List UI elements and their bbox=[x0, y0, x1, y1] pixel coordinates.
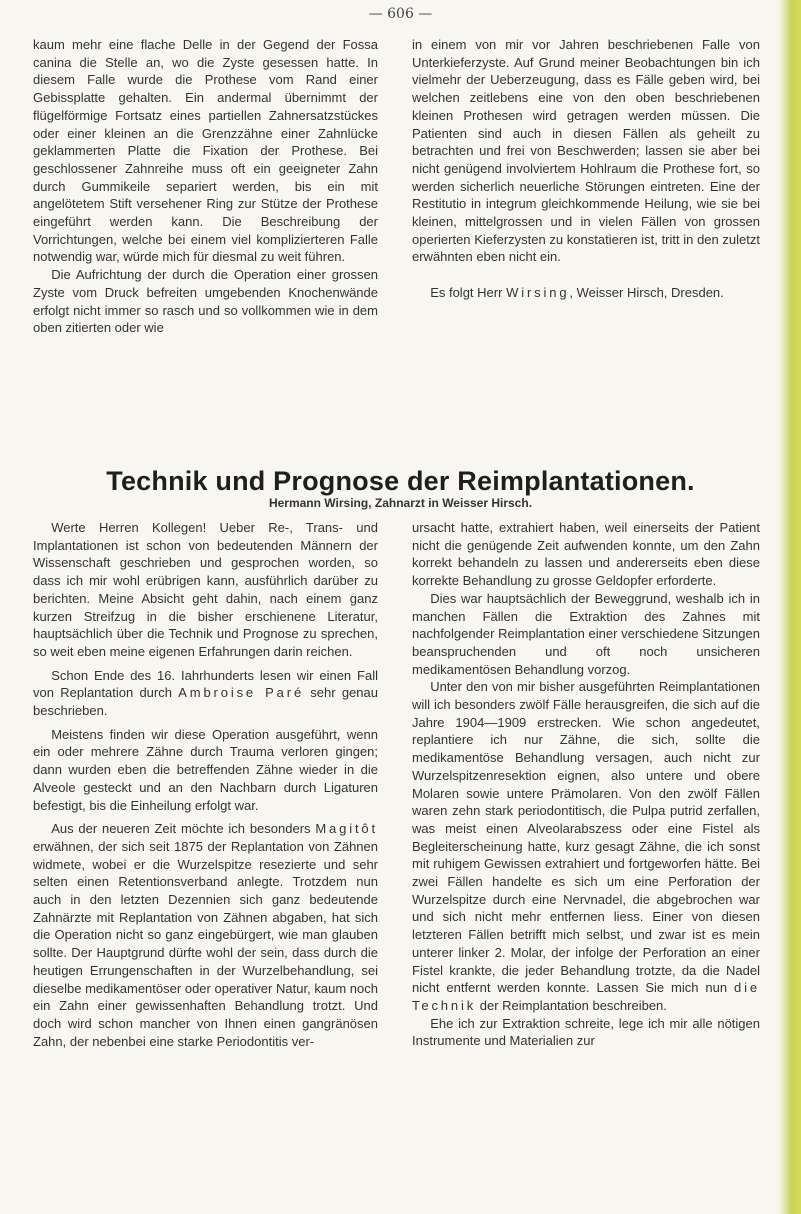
paragraph: Dies war hauptsächlich der Beweggrund, weshalb ich in manchen Fällen die Extraktion des Zahnes mit nachfolgender Reimplantation einer verschiedene Sitzungen beanspruchenden und oft noch unsicheren medikamentösen Behandlung vorzog. bbox=[412, 590, 760, 677]
author-name: Wirsing bbox=[506, 285, 570, 301]
paragraph: Ehe ich zur Extraktion schreite, lege ich mir alle nötigen Instrumente und Materialien zur bbox=[412, 1015, 760, 1049]
paragraph bbox=[412, 284, 760, 302]
bottom-right-column bbox=[412, 519, 760, 1050]
paragraph: Meistens finden wir diese Operation ausgeführt, wenn ein oder mehrere Zähne durch Trauma verloren gingen; dann wurden eben die betreffenden Zähne wieder in die Alveole gesteckt und an den Nachbarn durch Ligaturen befestigt, bis die Einheilung erfolgt war. bbox=[33, 726, 378, 813]
author-byline: Hermann Wirsing, Zahnarzt in Weisser Hirsch. bbox=[268, 496, 533, 510]
top-right-column bbox=[412, 36, 760, 302]
text: sehr genau beschrieben. bbox=[33, 685, 378, 719]
article-title: Technik und Prognose der Reimplantationen. bbox=[106, 466, 695, 496]
emphasis: die Technik bbox=[412, 980, 760, 1013]
author-name: Magitôt bbox=[315, 821, 378, 837]
paragraph bbox=[33, 667, 378, 720]
author-name: Ambroise Paré bbox=[178, 685, 305, 701]
top-left-column bbox=[33, 36, 378, 337]
page-number: — 606 — bbox=[368, 6, 433, 22]
paragraph: Werte Herren Kollegen! Ueber Re-, Trans- und Implantationen ist schon von bedeutenden Männern der Wissenschaft geschrieben und gesprochen worden, so dass ich mir wohl erübrigen kann, ausführlich darüber zu berichten. Meine Absicht geht dahin, nach einem ganz kurzen Streifzug in die bisher erschienene Literatur, hauptsächlich über die Technik und Prognose zu sprechen, so weit eben meine eigenen Erfahrungen darin reichen. bbox=[33, 520, 378, 659]
bottom-left-column bbox=[33, 519, 378, 1050]
text: , Weisser Hirsch, Dresden. bbox=[569, 285, 724, 301]
paragraph: ursacht hatte, extrahiert haben, weil einerseits der Patient nicht die genügende Zeit aufwenden konnte, um den Zahn korrekt behandeln zu lassen und andererseits eben diese korrekte Behandlung zu grosse Geldopfer erforderte. bbox=[412, 520, 760, 589]
paragraph: kaum mehr eine flache Delle in der Gegend der Fossa canina die Stelle an, wo die Zyste gesessen hatte. In diesem Falle wurde die Prothese vom Rand einer Gebissplatte gehalten. Ein andermal übernimmt der flügelförmige Fortsatz eines partiellen Zahnersatzstückes oder einer kleinen an die Grenzzähne einer Zahnlücke geklammerten Platte die Fixation der Prothese. Bei geschlossener Zahnreihe muss oft ein geeigneter Zahn durch Gummikeile separiert werden, bis ein mit angelötetem Stift versehener Ring zur Stütze der Prothese eingeführt werden kann. Die Beschreibung der Vorrichtungen, welche bei einem viel komplizierteren Falle notwendig war, würde mich für diesmal zu weit führen. bbox=[33, 37, 378, 265]
text: Schon Ende des 16. Iahrhunderts lesen wir einen Fall von Replantation durch bbox=[33, 667, 378, 701]
page-edge-discoloration bbox=[779, 0, 801, 1214]
paragraph: in einem von mir vor Jahren beschriebenen Falle von Unterkieferzyste. Auf Grund meiner Beobachtungen bin ich vielmehr der Ueberzeugung, dass es Fälle geben wird, bei welchen zeitlebens eine von den oben beschriebenen kleinen Prothesen wird getragen werden müssen. Die Patienten sind auch in diesen Fällen als geheilt zu betrachten und frei von Beschwerden; lassen sie aber bei nicht genügend involviertem Hohlraum die Prothese fort, so werden sicherlich neuerliche Störungen eintreten. Eine der Restitutio in integrum gleichkommende Heilung, wie sie bei kleinen, mittelgrossen und in vielen Fällen von grossen operierten Kieferzysten zu konstatieren ist, tritt in den zuletzt erwähnten eben nicht ein. bbox=[412, 37, 760, 265]
text: der Reimplantation beschreiben. bbox=[479, 997, 667, 1013]
text: Lassen Sie mich nun bbox=[596, 980, 728, 996]
text: Unter den von mir bisher ausgeführten Reimplantationen will ich besonders zwölf Fälle herausgreifen, die sich auf die Jahre 1904—1909 erstrecken. Wie schon angedeutet, replantiere ich nur Zähne, die sich, sollte die medikamentöse Behandlung versagen, auch nicht zur Wurzelspitzenresektion eignen, also untere und obere Molaren sowie untere Prämolaren. Von den zwölf Fällen waren zehn stark periodontitisch, die Pulpa putrid zerfallen, was meist einen Alveolarabszess oder eine Fistel als Begleiterscheinung hatte, kurz gesagt Zähne, die ich sonst mit ruhigem Gewissen extrahiert und fortgeworfen hätte. Bei zwei Fällen handelte es sich um eine Perforation der Wurzelspitze durch eine Nervnadel, die abgebrochen war und sich nicht mehr entfernen liess. Einer von diesen letzteren Fällen betrifft mich selbst, und zwar ist es mein unterer linker 2. Molar, der infolge der Perforation an einer Fistel krankte, die jeder Behandlung trotzte, da die Nadel nicht entfernt werden konnte. bbox=[412, 679, 760, 996]
paragraph bbox=[412, 678, 760, 1014]
text: Es folgt Herr bbox=[430, 285, 503, 301]
text: erwähnen, der sich seit 1875 der Replantation von Zähnen widmete, wobei er die Wurzelspitze resezierte und sehr selten einen Retentionsverband anlegte. Trotzdem nun auch in den letzten Dezennien sich ganz bedeutende Zahnärzte mit Replantation von Zähnen abgaben, hat sich die Operation nicht so ganz eingebürgert, wie man glauben sollte. Der Hauptgrund dürfte wohl der sein, dass durch die heutigen Errungenschaften in der Wurzelbehandlung, sei dieselbe medikamentöser oder operativer Natur, kaum noch ein Zahn einer gewissenhaften Behandlung trotzt. Und doch wird schon mancher von Ihnen einen gangränösen Zahn, der nebenbei eine starke Periodontitis ver- bbox=[33, 838, 378, 1049]
paragraph bbox=[33, 820, 378, 1050]
text: Aus der neueren Zeit möchte ich besonders bbox=[51, 821, 311, 837]
paragraph: Die Aufrichtung der durch die Operation einer grossen Zyste vom Druck befreiten umgebenden Knochenwände erfolgt nicht immer so rasch und so vollkommen wie in dem oben zitierten oder wie bbox=[33, 267, 378, 336]
